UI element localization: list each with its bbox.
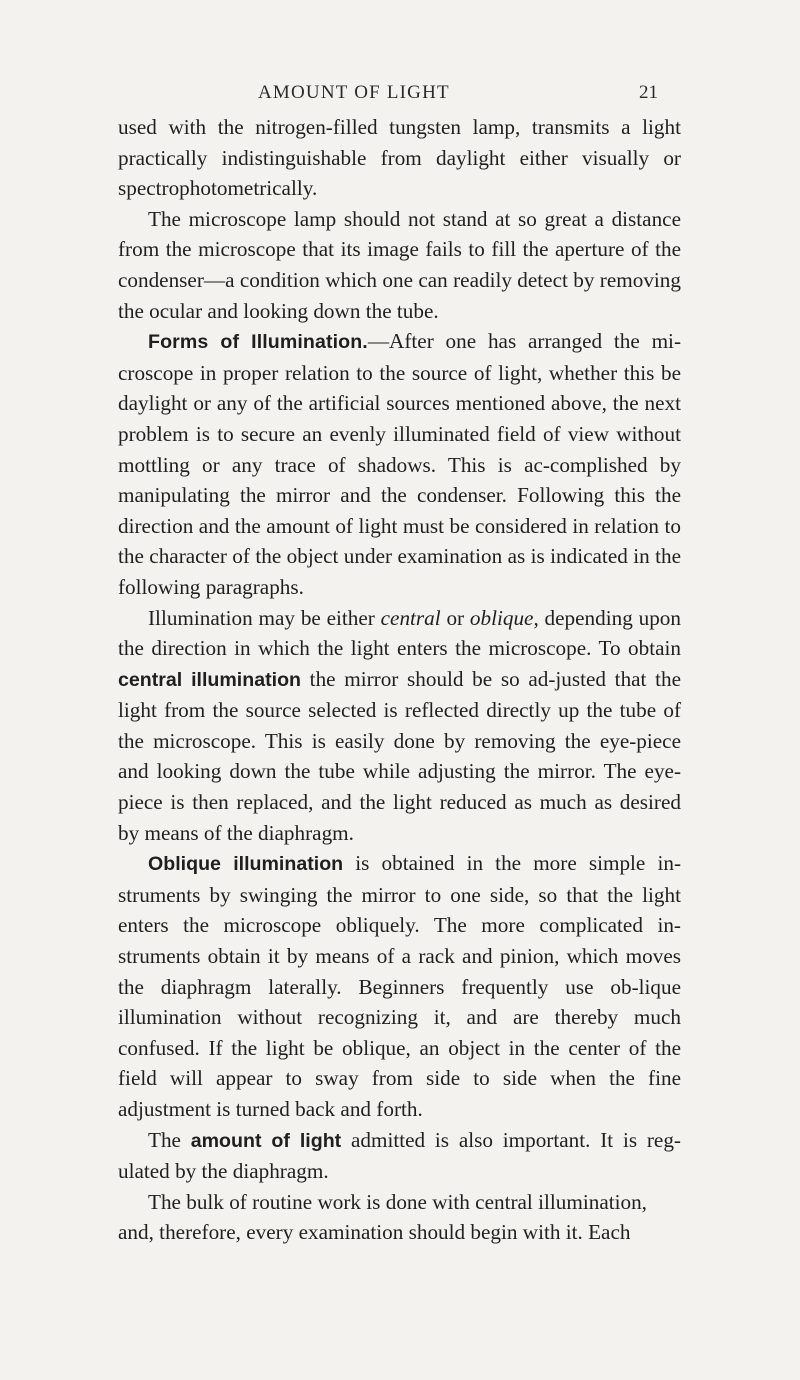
- page-number: 21: [639, 82, 658, 103]
- paragraph-text: The: [148, 1127, 191, 1152]
- body-text: [118, 112, 681, 1248]
- paragraph-continuation: used with the nitrogen-filled tungsten lamp, transmits a light practically indistinguishable from daylight either visually or spectrophotometrically.: [118, 115, 681, 201]
- paragraph-oblique-illumination: [118, 848, 681, 1124]
- paragraph-forms-of-illumination: [118, 326, 681, 602]
- paragraph-text: admitted is also important. It is reg-ulated by the diaphragm.: [118, 1127, 681, 1184]
- paragraph-routine-work: The bulk of routine work is done with central illumination, and, therefore, every examination should begin with it. Each: [118, 1189, 647, 1245]
- bold-term-oblique-illumination: Oblique illumination: [148, 853, 344, 876]
- paragraph-text: —After one has arranged the mi-croscope in proper relation to the source of light, whether this be daylight or any of the artificial sources mentioned above, the next problem is to secure an evenly illuminated field of view without mottling or any trace of shadows. This is ac-complished by manipulating the mirror and the condenser. Following this the direction and the amount of light must be considered in relation to the character of the object under examination as is indicated in the following paragraphs.: [118, 329, 682, 599]
- paragraph-amount-of-light: [118, 1125, 681, 1187]
- paragraph-text: or: [440, 605, 470, 630]
- paragraph-central-oblique: [118, 603, 681, 849]
- paragraph-text: Illumination may be either: [148, 605, 381, 630]
- paragraph-lamp-distance: The microscope lamp should not stand at so great a distance from the microscope that its image fails to fill the aperture of the condenser—a condition which one can readily detect by removing the ocular and looking down the tube.: [118, 206, 681, 323]
- italic-term-central: central: [380, 605, 441, 630]
- italic-term-oblique: oblique: [469, 605, 534, 630]
- paragraph-text: the mirror should be so ad-justed that the light from the source selected is reflected directly up the tube of the microscope. This is easily done by removing the eye-piece and looking down the tube while adjusting the mirror. The eye-piece is then replaced, and the light reduced as much as desired by means of the diaphragm.: [118, 666, 681, 845]
- section-heading-forms-of-illumination: Forms of Illumination.: [148, 331, 368, 354]
- paragraph-text: is obtained in the more simple in-struments by swinging the mirror to one side, so that the light enters the microscope obliquely. The more complicated in-struments obtain it by means of a rack and pinion, which moves the diaphragm laterally. Beginners frequently use ob-lique illumination without recognizing it, and are thereby much confused. If the light be oblique, an object in the center of the field will appear to sway from side to side when the fine adjustment is turned back and forth.: [118, 851, 681, 1121]
- paragraph-text: , depending upon the direction in which the light enters the microscope. To obtain: [118, 605, 681, 661]
- bold-term-amount-of-light: amount of light: [190, 1129, 342, 1152]
- running-title: AMOUNT OF LIGHT: [258, 82, 450, 103]
- bold-term-central-illumination: central illumination: [118, 668, 302, 691]
